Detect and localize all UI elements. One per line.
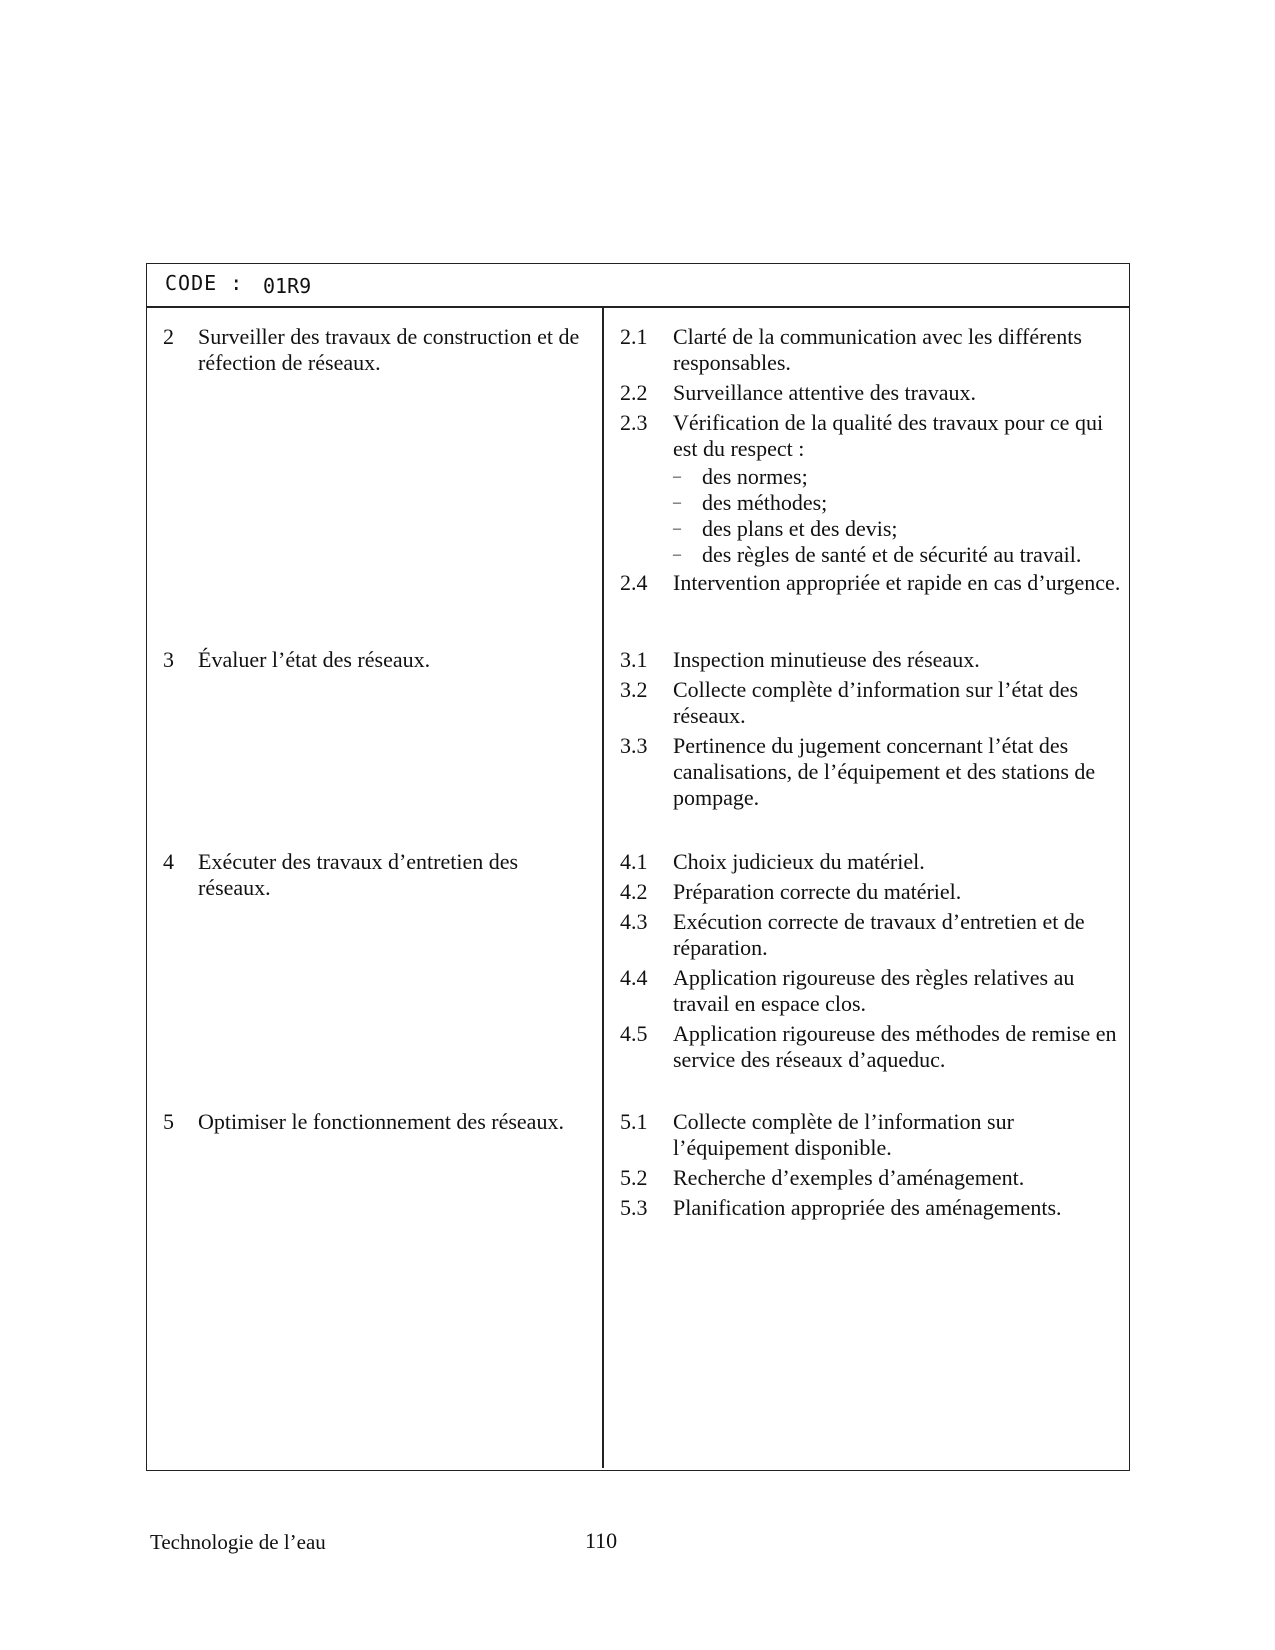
element-item (147, 324, 602, 376)
criterion-number: 4.2 (620, 879, 648, 904)
criterion (606, 879, 1126, 905)
criterion-number: 4.1 (620, 849, 648, 874)
element-number: 4 (163, 849, 174, 874)
criterion-text: Pertinence du jugement concernant l’état des canalisations, de l’équipement et des stations de pompage. (673, 733, 1096, 810)
element-text: Optimiser le fonctionnement des réseaux. (198, 1109, 564, 1134)
criterion-number: 2.1 (620, 324, 648, 349)
code-header (147, 264, 1129, 308)
criteria-list (606, 849, 1126, 1077)
sub-item (606, 542, 1126, 568)
criterion-number: 5.1 (620, 1109, 648, 1134)
criterion-number: 2.2 (620, 380, 648, 405)
criterion (606, 965, 1126, 1017)
criterion-text: Recherche d’exemples d’aménagement. (673, 1165, 1025, 1190)
criterion (606, 1109, 1126, 1161)
criterion-text: Choix judicieux du matériel. (673, 849, 925, 874)
criterion-text: Intervention appropriée et rapide en cas d’urgence. (673, 570, 1121, 595)
criterion-number: 2.4 (620, 570, 648, 595)
element-number: 2 (163, 324, 174, 349)
footer-title: Technologie de l’eau (150, 1530, 326, 1554)
criterion-number: 4.5 (620, 1021, 648, 1046)
sub-item-text: des méthodes; (702, 490, 828, 515)
criteria-list (606, 324, 1126, 600)
criterion (606, 324, 1126, 376)
sub-item-text: des règles de santé et de sécurité au travail. (702, 542, 1082, 567)
dash-bullet-icon: – (673, 520, 681, 537)
criterion-text: Inspection minutieuse des réseaux. (673, 647, 980, 672)
criterion-text: Vérification de la qualité des travaux pour ce qui est du respect : (673, 410, 1104, 461)
criterion (606, 1021, 1126, 1073)
criterion-number: 2.3 (620, 410, 648, 435)
criterion-text: Clarté de la communication avec les différents responsables. (673, 324, 1082, 375)
criterion-text: Collecte complète d’information sur l’état des réseaux. (673, 677, 1079, 728)
criterion-number: 5.3 (620, 1195, 648, 1220)
criterion-text: Planification appropriée des aménagements. (673, 1195, 1062, 1220)
element-item (147, 1109, 602, 1135)
criterion-text: Application rigoureuse des règles relatives au travail en espace clos. (673, 965, 1075, 1016)
criterion (606, 647, 1126, 673)
criterion-text: Surveillance attentive des travaux. (673, 380, 976, 405)
sub-item (606, 464, 1126, 490)
criterion-number: 3.3 (620, 733, 648, 758)
criterion (606, 909, 1126, 961)
code-value: 01R9 (263, 274, 312, 298)
criterion-text: Collecte complète de l’information sur l’équipement disponible. (673, 1109, 1014, 1160)
competency-table (146, 263, 1130, 1471)
criteria-list (606, 1109, 1126, 1225)
sub-item-text: des plans et des devis; (702, 516, 898, 541)
criterion (606, 380, 1126, 406)
criterion-number: 3.2 (620, 677, 648, 702)
criterion-text: Préparation correcte du matériel. (673, 879, 962, 904)
criterion-text: Application rigoureuse des méthodes de remise en service des réseaux d’aqueduc. (673, 1021, 1117, 1072)
criterion (606, 677, 1126, 729)
criteria-list (606, 647, 1126, 815)
element-number: 3 (163, 647, 174, 672)
criterion-number: 4.3 (620, 909, 648, 934)
criterion (606, 1195, 1126, 1221)
element-item (147, 849, 602, 901)
element-text: Surveiller des travaux de construction et de réfection de réseaux. (198, 324, 580, 375)
criterion-text: Exécution correcte de travaux d’entretien et de réparation. (673, 909, 1085, 960)
element-text: Évaluer l’état des réseaux. (198, 647, 431, 672)
element-text: Exécuter des travaux d’entretien des réseaux. (198, 849, 519, 900)
dash-bullet-icon: – (673, 546, 681, 563)
element-item (147, 647, 602, 673)
column-divider (602, 306, 604, 1468)
element-number: 5 (163, 1109, 174, 1134)
criterion-number: 5.2 (620, 1165, 648, 1190)
criterion (606, 849, 1126, 875)
page-number: 110 (585, 1528, 618, 1553)
criterion (606, 733, 1126, 811)
criterion-number: 3.1 (620, 647, 648, 672)
sub-item (606, 490, 1126, 516)
dash-bullet-icon: – (673, 468, 681, 485)
sub-item-text: des normes; (702, 464, 808, 489)
criterion (606, 410, 1126, 462)
criterion (606, 1165, 1126, 1191)
sub-item (606, 516, 1126, 542)
code-label: CODE : (165, 271, 244, 295)
dash-bullet-icon: – (673, 494, 681, 511)
criterion (606, 570, 1126, 596)
criterion-number: 4.4 (620, 965, 648, 990)
